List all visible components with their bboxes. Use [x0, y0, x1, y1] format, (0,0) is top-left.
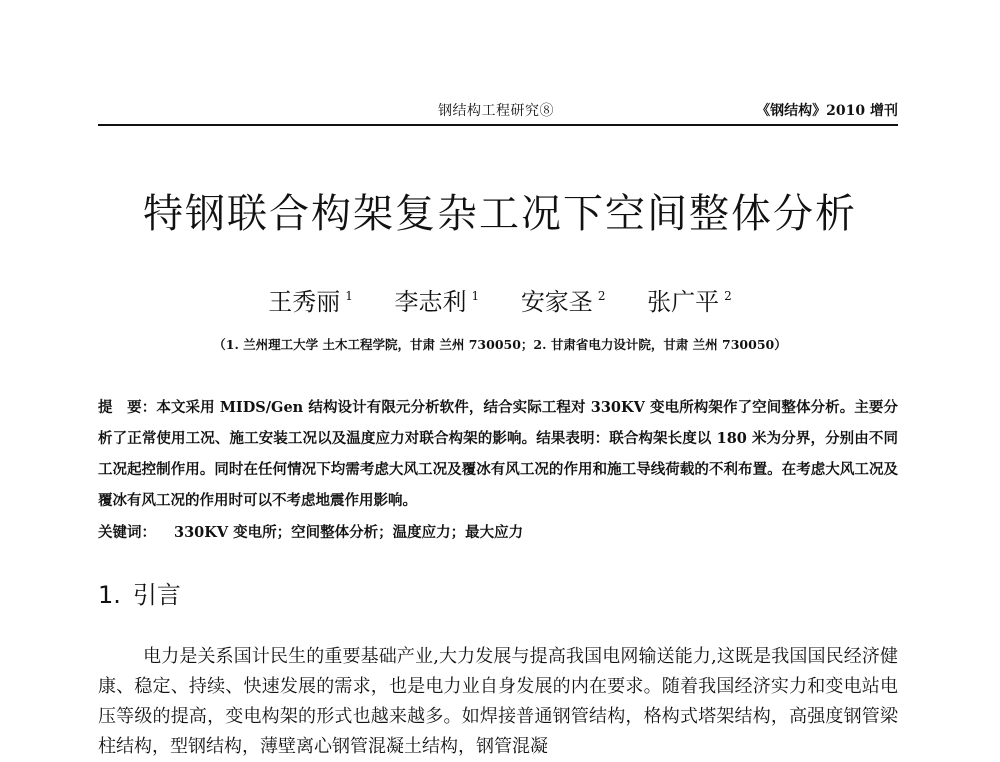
author-name: 王秀丽 — [268, 288, 341, 316]
author-name: 李志利 — [394, 288, 467, 316]
author-list — [0, 282, 1000, 317]
author — [521, 288, 606, 316]
author-name: 张广平 — [647, 288, 720, 316]
abstract-label: 提 要： — [98, 399, 157, 416]
body-paragraph — [98, 642, 898, 762]
section-title: 引言 — [132, 581, 181, 609]
keywords — [98, 521, 898, 542]
author-affiliation-mark: 2 — [597, 289, 606, 303]
section-number: 1. — [98, 581, 121, 609]
section-heading — [98, 575, 181, 610]
journal-name: 《钢结构》2010 增刊 — [756, 103, 898, 119]
series-name: 钢结构工程研究⑧ — [438, 103, 554, 119]
author — [268, 288, 353, 316]
author — [395, 288, 480, 316]
keywords-label: 关键词： — [98, 524, 156, 541]
affiliations: （1. 兰州理工大学 土木工程学院，甘肃 兰州 730050；2. 甘肃省电力设计院，甘肃 兰州 730050） — [213, 337, 787, 352]
keywords-text: 330KV 变电所；空间整体分析；温度应力；最大应力 — [174, 524, 524, 541]
author — [647, 288, 732, 316]
author-affiliation-mark: 1 — [345, 289, 353, 303]
body-paragraph-text: 电力是关系国计民生的重要基础产业,大力发展与提高我国电网输送能力,这既是我国国民经济健康、稳定、持续、快速发展的需求，也是电力业自身发展的内在要求。随着我国经济实力和变电站电压等级的提高，变电构架的形式也越来越多。如焊接普通钢管结构，格构式塔架结构，高强度钢管梁柱结构，型钢结构，薄壁离心钢管混凝土结构，钢管混凝 — [98, 646, 898, 757]
author-affiliation-mark: 2 — [724, 289, 732, 303]
paper-title: 特钢联合构架复杂工况下空间整体分析 — [143, 191, 857, 237]
abstract — [98, 392, 898, 516]
header-rule — [98, 124, 898, 126]
author-name: 安家圣 — [520, 288, 593, 316]
running-header — [0, 100, 1000, 126]
abstract-text: 本文采用 MIDS/Gen 结构设计有限元分析软件，结合实际工程对 330KV 变电所构架作了空间整体分析。主要分析了正常使用工况、施工安装工况以及温度应力对联合构架的影响。结果表明：联合构架长度以 180 米为分界，分别由不同工况起控制作用。同时在任何情况下均需考虑大风工况及覆冰有风工况的作用和施工导线荷载的不利布置。在考虑大风工况及覆冰有风工况的作用时可以不考虑地震作用影响。 — [98, 399, 898, 509]
author-affiliation-mark: 1 — [471, 289, 480, 303]
